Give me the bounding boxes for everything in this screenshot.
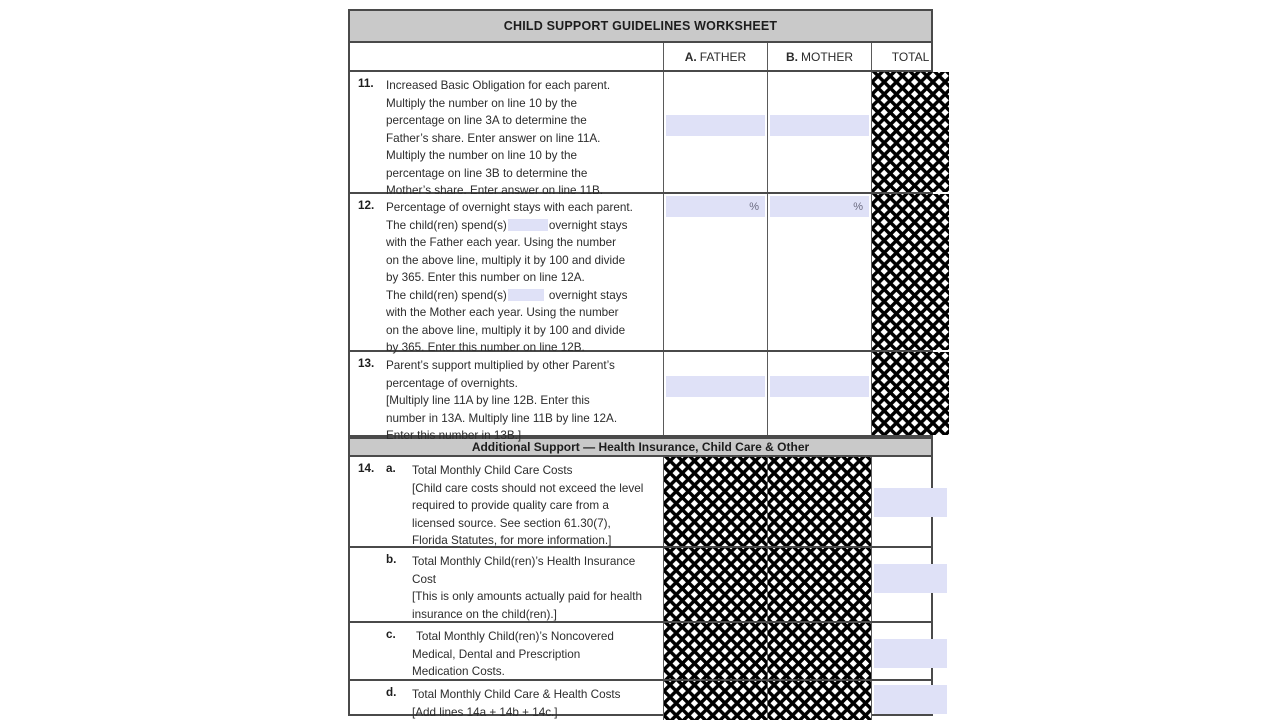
row-14a-line-2: [Child care costs should not exceed the level bbox=[412, 481, 644, 495]
row-13 bbox=[350, 352, 931, 442]
row-14a-father-cell bbox=[664, 457, 768, 546]
row-14c-father-cell bbox=[664, 623, 768, 679]
header-description-cell bbox=[350, 43, 664, 70]
row-14b-total-cell bbox=[872, 548, 949, 621]
row-12-blank-line-father bbox=[358, 217, 657, 235]
hatched-blocked-cell bbox=[664, 457, 767, 546]
row-14b-line-1: Total Monthly Child(ren)’s Health Insurance bbox=[412, 555, 636, 568]
row-14c-description bbox=[350, 623, 664, 679]
hatched-blocked-cell bbox=[872, 194, 949, 350]
row-12-line-b2: with the Mother each year. Using the number bbox=[386, 306, 619, 319]
hatched-blocked-cell bbox=[768, 623, 871, 679]
row-12-line-b3: on the above line, multiply it by 100 and divide bbox=[386, 323, 626, 337]
row-14b-total-input[interactable] bbox=[874, 564, 947, 593]
hatched-blocked-cell bbox=[872, 72, 949, 192]
row-14c-line-3: Medication Costs. bbox=[412, 665, 505, 678]
header-father-cell bbox=[664, 43, 768, 70]
hatched-blocked-cell bbox=[768, 681, 871, 720]
row-12 bbox=[350, 194, 931, 352]
row-11 bbox=[350, 72, 931, 197]
row-13-line-5: Enter this number in 13B.] bbox=[386, 429, 522, 442]
row-14c-line-1: Total Monthly Child(ren)’s Noncovered bbox=[416, 630, 614, 643]
row-14a-letter: a. bbox=[386, 462, 396, 475]
row-12-father-cell bbox=[664, 194, 768, 350]
row-13a-father-input[interactable] bbox=[666, 376, 765, 397]
row-14a-description bbox=[350, 457, 664, 546]
row-14c-mother-cell bbox=[768, 623, 872, 679]
column-header-row bbox=[350, 43, 931, 72]
row-14a bbox=[350, 457, 931, 548]
row-11-line-1: Increased Basic Obligation for each parent. bbox=[386, 79, 611, 92]
row-14d-letter: d. bbox=[386, 686, 397, 699]
row-12-line-b4: by 365. Enter this number on line 12B. bbox=[386, 341, 585, 354]
row-12-description bbox=[350, 194, 664, 354]
row-11-line-4: Father’s share. Enter answer on line 11A. bbox=[386, 131, 601, 145]
row-12-mother-cell bbox=[768, 194, 872, 350]
row-12-number: 12. bbox=[358, 199, 375, 212]
row-12-blank-line-mother bbox=[358, 287, 657, 305]
mother-percent-symbol: % bbox=[853, 200, 863, 213]
row-12b-mother-percent-input[interactable] bbox=[770, 196, 869, 217]
row-11-line-3: percentage on line 3A to determine the bbox=[386, 114, 587, 127]
row-12-line-a3: on the above line, multiply it by 100 and divide bbox=[386, 253, 626, 267]
row-13-father-cell bbox=[664, 352, 768, 435]
row-13-number: 13. bbox=[358, 357, 375, 370]
row-14-number: 14. bbox=[358, 462, 375, 475]
row-14b-description bbox=[350, 548, 664, 621]
row-13-line-3: [Multiply line 11A by line 12B. Enter this bbox=[386, 394, 590, 407]
row-13-description bbox=[350, 352, 664, 442]
hatched-blocked-cell bbox=[664, 548, 767, 621]
row-14d-total-cell bbox=[872, 681, 949, 720]
row-14d bbox=[350, 681, 931, 720]
additional-support-section-header: Additional Support — Health Insurance, Child Care & Other bbox=[350, 437, 931, 457]
row-11-mother-cell bbox=[768, 72, 872, 192]
row-14d-father-cell bbox=[664, 681, 768, 720]
child-support-worksheet bbox=[348, 9, 933, 719]
row-14a-mother-cell bbox=[768, 457, 872, 546]
row-14b-mother-cell bbox=[768, 548, 872, 621]
row-12b-overnights-blank[interactable] bbox=[508, 289, 544, 301]
worksheet-title: CHILD SUPPORT GUIDELINES WORKSHEET bbox=[350, 11, 931, 43]
row-14d-total-input[interactable] bbox=[874, 685, 947, 714]
row-12-blank-prefix-father: The child(ren) spend(s) bbox=[386, 218, 507, 232]
mother-column-letter: B. bbox=[786, 49, 798, 64]
row-12-heading: Percentage of overnight stays with each parent. bbox=[386, 201, 633, 214]
row-12a-overnights-blank[interactable] bbox=[508, 219, 548, 231]
row-13-mother-cell bbox=[768, 352, 872, 435]
row-11-line-5: Multiply the number on line 10 by the bbox=[386, 149, 578, 162]
hatched-blocked-cell bbox=[768, 457, 871, 546]
row-14a-line-1: Total Monthly Child Care Costs bbox=[412, 464, 573, 477]
row-11-line-7: Mother’s share. Enter answer on line 11B. bbox=[386, 184, 603, 197]
row-12-line-a2: with the Father each year. Using the number bbox=[386, 236, 616, 249]
row-13-total-cell bbox=[872, 352, 949, 435]
row-14b-father-cell bbox=[664, 548, 768, 621]
row-12-blank-suffix-father: overnight stays bbox=[548, 218, 628, 232]
row-14c-line-2: Medical, Dental and Prescription bbox=[412, 647, 581, 661]
row-14c-total-input[interactable] bbox=[874, 639, 947, 668]
header-total-cell bbox=[872, 43, 949, 70]
row-14b-line-3: [This is only amounts actually paid for health bbox=[412, 590, 642, 603]
row-14c-letter: c. bbox=[386, 628, 396, 641]
row-14a-line-5: Florida Statutes, for more information.] bbox=[412, 534, 612, 547]
father-column-letter: A. bbox=[684, 49, 697, 64]
row-14c-total-cell bbox=[872, 623, 949, 679]
row-14d-mother-cell bbox=[768, 681, 872, 720]
row-14b-letter: b. bbox=[386, 553, 397, 566]
father-column-label: FATHER bbox=[699, 49, 747, 64]
row-14d-line-2: [Add lines 14a + 14b + 14c.] bbox=[412, 705, 558, 719]
row-13-line-2: percentage of overnights. bbox=[386, 376, 518, 390]
row-11-description bbox=[350, 72, 664, 197]
row-12-blank-prefix-mother: The child(ren) spend(s) bbox=[386, 288, 507, 302]
hatched-blocked-cell bbox=[664, 681, 767, 720]
header-mother-cell bbox=[768, 43, 872, 70]
row-12a-father-percent-input[interactable] bbox=[666, 196, 765, 217]
row-14a-total-input[interactable] bbox=[874, 488, 947, 517]
row-13-line-4: number in 13A. Multiply line 11B by line 12A. bbox=[386, 411, 618, 425]
hatched-blocked-cell bbox=[664, 623, 767, 679]
row-11-line-6: percentage on line 3B to determine the bbox=[386, 166, 588, 180]
hatched-blocked-cell bbox=[872, 352, 949, 435]
row-13b-mother-input[interactable] bbox=[770, 376, 869, 397]
row-14a-line-4: licensed source. See section 61.30(7), bbox=[412, 516, 611, 530]
row-11-line-2: Multiply the number on line 10 by the bbox=[386, 96, 578, 110]
row-11-father-cell bbox=[664, 72, 768, 192]
row-12-line-a4: by 365. Enter this number on line 12A. bbox=[386, 271, 585, 284]
father-percent-symbol: % bbox=[749, 200, 759, 213]
hatched-blocked-cell bbox=[768, 548, 871, 621]
row-14c bbox=[350, 623, 931, 681]
row-14a-line-3: required to provide quality care from a bbox=[412, 499, 609, 512]
total-column-label: TOTAL bbox=[891, 49, 930, 64]
row-14d-description bbox=[350, 681, 664, 720]
row-12-total-cell bbox=[872, 194, 949, 350]
row-11b-mother-input[interactable] bbox=[770, 115, 869, 136]
row-14b bbox=[350, 548, 931, 623]
row-11a-father-input[interactable] bbox=[666, 115, 765, 136]
row-14b-line-2: Cost bbox=[412, 572, 437, 586]
row-14a-total-cell bbox=[872, 457, 949, 546]
row-11-total-cell bbox=[872, 72, 949, 192]
row-14b-line-4: insurance on the child(ren).] bbox=[412, 607, 557, 621]
row-13-line-1: Parent’s support multiplied by other Parent’s bbox=[386, 359, 615, 372]
row-14d-line-1: Total Monthly Child Care & Health Costs bbox=[412, 688, 621, 701]
mother-column-label: MOTHER bbox=[801, 49, 853, 64]
row-12-blank-suffix-mother: overnight stays bbox=[548, 288, 628, 302]
row-11-number: 11. bbox=[358, 77, 374, 90]
